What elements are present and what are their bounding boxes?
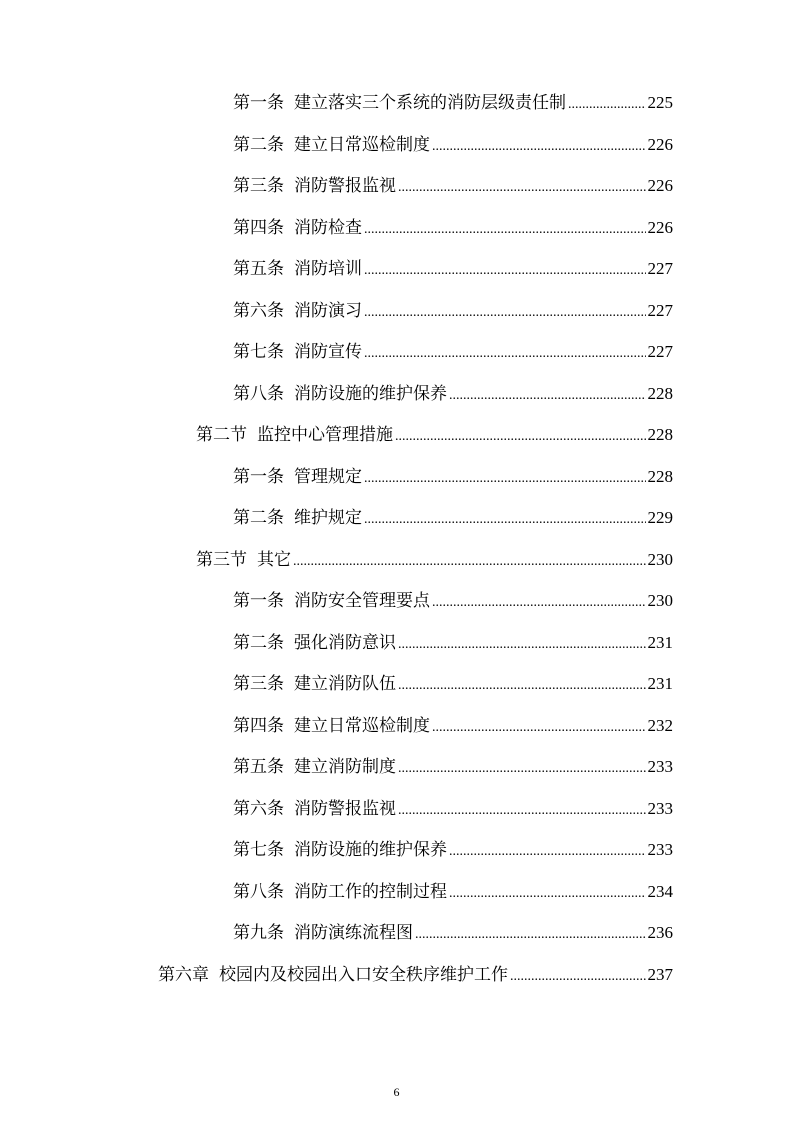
toc-entry-title: 监控中心管理措施 xyxy=(257,425,393,445)
dot-leader xyxy=(364,256,646,286)
toc-entry-title: 建立日常巡检制度 xyxy=(294,715,430,736)
toc-entry[interactable] xyxy=(233,752,673,782)
dot-leader xyxy=(364,215,646,245)
toc-entry-number: 第四条 xyxy=(233,715,284,736)
toc-entry[interactable] xyxy=(196,420,673,450)
toc-entry-page: 232 xyxy=(647,715,673,735)
toc-entry-title: 建立落实三个系统的消防层级责任制 xyxy=(294,93,566,113)
toc-entry-title: 建立消防队伍 xyxy=(294,674,396,694)
toc-entry-title: 建立消防制度 xyxy=(294,757,396,777)
toc-entry-number: 第一条 xyxy=(233,591,284,611)
toc-entry[interactable] xyxy=(233,462,673,492)
dot-leader xyxy=(364,505,646,535)
page-number: 6 xyxy=(393,1085,400,1099)
toc-entry-page: 236 xyxy=(647,923,673,942)
toc-entry-number: 第七条 xyxy=(233,342,284,362)
toc-entry-number: 第二条 xyxy=(233,134,284,155)
dot-leader xyxy=(398,671,646,701)
dot-leader xyxy=(398,173,646,203)
toc-entry[interactable] xyxy=(233,835,673,865)
toc-entry-number: 第六条 xyxy=(233,300,284,321)
toc-entry[interactable] xyxy=(233,918,673,948)
toc-entry-page: 230 xyxy=(647,591,673,610)
dot-leader xyxy=(293,547,646,577)
toc-entry-page: 234 xyxy=(647,881,673,901)
toc-entry[interactable] xyxy=(233,503,673,533)
dot-leader xyxy=(449,837,646,867)
dot-leader xyxy=(449,879,646,909)
dot-leader xyxy=(415,920,646,950)
toc-entry[interactable] xyxy=(233,88,673,118)
toc-entry-title: 校园内及校园出入口安全秩序维护工作 xyxy=(219,964,508,985)
dot-leader xyxy=(364,298,646,328)
toc-entry[interactable] xyxy=(233,296,673,326)
dot-leader xyxy=(398,796,646,826)
toc-entry-number: 第三条 xyxy=(233,176,284,196)
toc-entry[interactable] xyxy=(196,545,673,575)
toc-entry-number: 第九条 xyxy=(233,923,284,943)
dot-leader xyxy=(364,339,646,369)
toc-entry-number: 第四条 xyxy=(233,217,284,238)
toc-entry-page: 227 xyxy=(647,300,673,320)
toc-entry[interactable] xyxy=(233,337,673,367)
dot-leader xyxy=(364,464,646,494)
dot-leader xyxy=(395,422,646,452)
toc-entry-number: 第一条 xyxy=(233,93,284,113)
toc-entry[interactable] xyxy=(233,171,673,201)
toc-entry-number: 第六章 xyxy=(158,964,209,985)
toc-entry-title: 管理规定 xyxy=(294,466,362,487)
toc-entry-number: 第三节 xyxy=(196,549,247,570)
toc-entry[interactable] xyxy=(233,628,673,658)
toc-entry[interactable] xyxy=(233,711,673,741)
toc-entry-page: 233 xyxy=(647,757,673,776)
toc-entry-number: 第八条 xyxy=(233,881,284,902)
dot-leader xyxy=(568,90,646,120)
toc-entry[interactable] xyxy=(233,669,673,699)
toc-entry-title: 消防宣传 xyxy=(294,342,362,362)
toc-entry-title: 强化消防意识 xyxy=(294,632,396,653)
toc-entry-title: 消防警报监视 xyxy=(294,798,396,819)
toc-entry-number: 第七条 xyxy=(233,840,284,860)
toc-entry-page: 225 xyxy=(647,93,673,112)
toc-entry-page: 226 xyxy=(647,217,673,237)
toc-entry[interactable] xyxy=(158,960,673,990)
toc-entry-page: 233 xyxy=(647,840,673,859)
toc-entry[interactable] xyxy=(233,213,673,243)
toc-entry-title: 建立日常巡检制度 xyxy=(294,134,430,155)
toc-entry-page: 229 xyxy=(647,508,673,527)
toc-entry[interactable] xyxy=(233,130,673,160)
toc-entry-page: 227 xyxy=(647,259,673,278)
toc-entry-title: 消防工作的控制过程 xyxy=(294,881,447,902)
toc-entry-title: 消防警报监视 xyxy=(294,176,396,196)
dot-leader xyxy=(510,962,646,992)
toc-entry-title: 维护规定 xyxy=(294,508,362,528)
toc-entry-number: 第二条 xyxy=(233,508,284,528)
toc-entry-number: 第八条 xyxy=(233,383,284,404)
toc-entry-title: 消防演练流程图 xyxy=(294,923,413,943)
toc-entry-page: 231 xyxy=(647,632,673,652)
toc-entry-page: 226 xyxy=(647,176,673,195)
toc-entry-page: 228 xyxy=(647,425,673,444)
toc-entry-number: 第五条 xyxy=(233,259,284,279)
toc-entry-title: 消防设施的维护保养 xyxy=(294,840,447,860)
toc-entry-number: 第五条 xyxy=(233,757,284,777)
toc-entry-title: 消防安全管理要点 xyxy=(294,591,430,611)
toc-entry-page: 230 xyxy=(647,549,673,569)
toc-entry-page: 228 xyxy=(647,383,673,403)
toc-entry-number: 第三条 xyxy=(233,674,284,694)
toc-entry-number: 第一条 xyxy=(233,466,284,487)
dot-leader xyxy=(432,132,646,162)
toc-entry-page: 237 xyxy=(647,964,673,984)
toc-entry-page: 233 xyxy=(647,798,673,818)
dot-leader xyxy=(432,588,646,618)
toc-entry-number: 第二节 xyxy=(196,425,247,445)
toc-entry[interactable] xyxy=(233,586,673,616)
toc-entry-title: 消防检查 xyxy=(294,217,362,238)
toc-entry-title: 消防培训 xyxy=(294,259,362,279)
toc-entry-page: 226 xyxy=(647,134,673,154)
toc-entry-number: 第二条 xyxy=(233,632,284,653)
dot-leader xyxy=(449,381,646,411)
dot-leader xyxy=(432,713,646,743)
toc-entry[interactable] xyxy=(233,794,673,824)
toc-entry[interactable] xyxy=(233,254,673,284)
toc-entry-title: 消防演习 xyxy=(294,300,362,321)
dot-leader xyxy=(398,754,646,784)
toc-entry-page: 227 xyxy=(647,342,673,361)
toc-entry-page: 228 xyxy=(647,466,673,486)
toc-entry-page: 231 xyxy=(647,674,673,693)
toc-entry[interactable] xyxy=(233,379,673,409)
toc-entry-title: 消防设施的维护保养 xyxy=(294,383,447,404)
toc-entry-title: 其它 xyxy=(257,549,291,570)
dot-leader xyxy=(398,630,646,660)
toc-entry[interactable] xyxy=(233,877,673,907)
toc-entry-number: 第六条 xyxy=(233,798,284,819)
